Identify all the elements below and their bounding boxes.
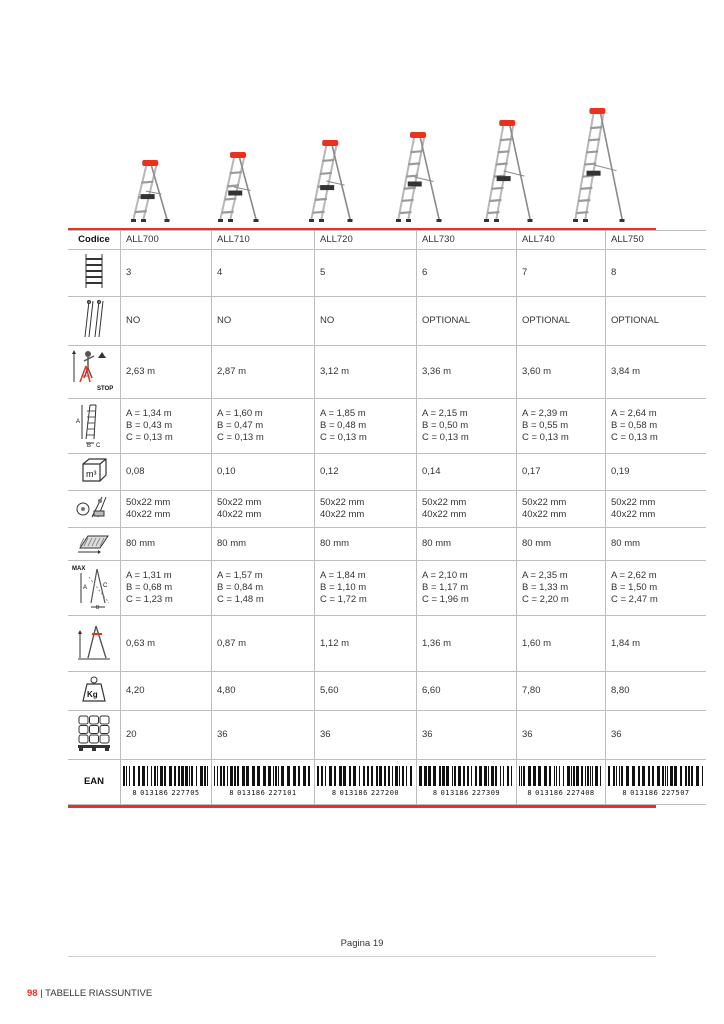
code-cell: ALL700 [121,231,212,250]
value-cell [315,454,417,491]
svg-text:MAX: MAX [72,566,86,572]
page-center-label: Pagina 19 [340,938,384,949]
value-line: A = 2,62 m [611,570,657,581]
value-line: B = 0,68 m [126,582,173,593]
value-cell [417,346,517,399]
barcode [519,766,603,799]
value-cell [606,616,707,672]
value-cell [517,672,606,711]
ean-digits-right: 227101 [268,788,297,797]
page-number: 98 [27,988,38,999]
code-cell: ALL730 [417,231,517,250]
value-line: 50x22 mm [611,497,656,508]
value-line: B = 1,33 m [522,582,569,593]
code-cell: ALL720 [315,231,417,250]
svg-text:A: A [83,585,88,591]
code-cell: ALL740 [517,231,606,250]
barcode-number [622,787,689,799]
value-cell [121,297,212,346]
value-cell [121,250,212,297]
value-line: 8,80 [611,685,630,696]
ladder-image-all720 [306,140,355,224]
code-cell: ALL710 [212,231,315,250]
value-cell [517,250,606,297]
value-cell [212,454,315,491]
value-cell [417,491,517,528]
value-line: 80 mm [611,538,641,549]
ean-digits-right: 227309 [471,788,501,797]
ean-digits-prefix: 8 [132,788,138,797]
ean-digits-prefix: 8 [622,788,628,797]
ean-digits-left: 013186 [535,788,564,797]
value-line: 36 [522,729,533,740]
value-line: A = 2,15 m [422,408,468,419]
svg-text:B: B [87,443,92,447]
value-line: B = 1,10 m [320,582,367,593]
value-line: B = 0,84 m [217,582,264,593]
ean-digits-left: 013186 [630,788,659,797]
value-line: A = 1,85 m [320,408,366,419]
value-line: 0,10 [217,466,236,477]
footer-section [27,988,152,999]
platform-height-icon [68,616,121,672]
value-line: A = 2,10 m [422,570,468,581]
value-line: 50x22 mm [126,497,171,508]
value-line: 4 [217,267,223,278]
value-line: B = 1,17 m [422,582,469,593]
ean-digits-prefix: 8 [229,788,235,797]
value-cell [212,711,315,760]
value-line: C = 1,96 m [422,594,469,605]
value-line: 7,80 [522,685,541,696]
value-cell [417,297,517,346]
value-line: 1,84 m [611,637,641,649]
value-line: B = 0,47 m [217,420,264,431]
ean-label: EAN [68,760,121,805]
value-cell [517,616,606,672]
value-line: A = 2,39 m [522,408,568,419]
ean-digits-right: 227200 [370,788,400,797]
value-line: B = 0,43 m [126,420,173,431]
value-cell [121,399,212,454]
table-bottom-rule [68,805,656,808]
value-cell [212,528,315,561]
value-line: 50x22 mm [320,497,365,508]
table-row [68,672,706,711]
value-line: 36 [320,729,331,740]
value-cell [315,250,417,297]
value-cell [212,346,315,399]
value-line: 40x22 mm [522,509,567,520]
value-line: 0,12 [320,466,339,477]
ean-cell [606,760,707,805]
value-line: 40x22 mm [320,509,365,520]
value-line: A = 1,60 m [217,408,263,419]
footer-separator: | [40,988,43,999]
value-line: B = 1,50 m [611,582,658,593]
value-line: 2,87 m [217,366,247,377]
value-line: 7 [522,267,528,278]
value-line: 20 [126,729,137,740]
ean-cell [517,760,606,805]
value-cell [417,250,517,297]
steps-count-icon [68,250,121,297]
ean-digits-prefix: 8 [432,788,438,797]
value-line: B = 0,58 m [611,420,658,431]
value-cell [121,672,212,711]
value-line: C = 0,13 m [522,432,569,443]
value-cell [121,528,212,561]
value-cell [517,561,606,616]
value-line: 80 mm [217,538,247,549]
value-cell [121,561,212,616]
value-line: 8 [611,267,617,278]
svg-text:C: C [103,583,108,589]
value-cell [417,528,517,561]
value-cell [315,399,417,454]
value-cell [606,711,707,760]
value-line: A = 1,84 m [320,570,366,581]
value-cell [212,250,315,297]
table-row [68,454,706,491]
value-line: 3,84 m [611,366,641,377]
value-cell [121,454,212,491]
value-line: 80 mm [522,538,552,549]
svg-text:STOP: STOP [97,386,114,392]
value-cell [417,616,517,672]
value-line: C = 1,23 m [126,594,173,605]
barcode-number [433,787,500,799]
spec-table [68,230,706,805]
table-row [68,250,706,297]
value-line: C = 2,47 m [611,594,658,605]
barcode [419,766,514,799]
value-line: 1,60 m [522,637,552,649]
profile-section-icon [68,491,121,528]
value-line: 40x22 mm [611,509,656,520]
value-line: 50x22 mm [522,497,567,508]
ean-digits-right: 227705 [171,788,200,797]
value-line: 40x22 mm [422,509,467,520]
barcode-number [332,787,399,799]
barcode-bars [608,766,704,786]
svg-text:B: B [96,605,100,609]
barcode-number [132,787,199,799]
value-line: 3,60 m [522,366,552,377]
value-cell [417,454,517,491]
value-line: NO [320,315,335,326]
value-line: 4,20 [126,685,145,696]
ladder-image-all740 [481,120,535,224]
value-line: A = 1,57 m [217,570,263,581]
codice-label: Codice [68,231,121,250]
value-cell [517,399,606,454]
value-line: C = 0,13 m [126,432,173,443]
weight-kg-icon [68,672,121,711]
value-line: 80 mm [126,538,156,549]
pallet-quantity-icon [68,711,121,760]
value-line: 36 [422,729,433,740]
table-row [68,297,706,346]
value-line: 6 [422,267,428,278]
barcode-number [527,787,594,799]
value-cell [417,711,517,760]
value-line: NO [217,315,232,326]
svg-text:A: A [76,419,81,425]
table-row [68,561,706,616]
value-cell [121,346,212,399]
value-line: B = 0,55 m [522,420,569,431]
table-row [68,399,706,454]
value-line: 1,12 m [320,637,350,649]
ean-digits-left: 013186 [339,788,368,797]
barcode [608,766,704,799]
footer-divider [68,956,656,957]
max-dimensions-icon [68,561,121,616]
barcode-bars [419,766,514,786]
barcode-bars [214,766,312,786]
ean-cell [417,760,517,805]
value-line: A = 2,64 m [611,408,657,419]
table-row [68,711,706,760]
table-row [68,528,706,561]
value-line: 50x22 mm [217,497,262,508]
value-cell [606,528,707,561]
barcode-bars [519,766,603,786]
ean-digits-right: 227507 [661,788,690,797]
svg-text:Kg: Kg [87,690,98,699]
value-cell [606,399,707,454]
value-cell [121,711,212,760]
value-cell [121,491,212,528]
barcode-bars [123,766,209,786]
value-line: C = 1,48 m [217,594,264,605]
value-cell [212,672,315,711]
value-cell [606,491,707,528]
barcode [123,766,209,799]
value-cell [517,454,606,491]
barcode-number [229,787,296,799]
value-cell [606,297,707,346]
ean-digits-prefix: 8 [331,788,337,797]
value-cell [517,491,606,528]
side-rails-icon [68,297,121,346]
value-cell [315,616,417,672]
value-line: C = 0,13 m [320,432,367,443]
value-cell [517,528,606,561]
value-line: 3,12 m [320,366,350,377]
value-line: OPTIONAL [522,315,571,326]
working-height-icon [68,346,121,399]
value-line: 5,60 [320,685,339,696]
header-row [68,231,706,250]
ladder-image-all710 [215,152,261,224]
step-depth-icon [68,528,121,561]
value-cell [517,297,606,346]
barcode-bars [317,766,414,786]
volume-m3-icon [68,454,121,491]
value-line: 0,08 [126,466,145,477]
table-row [68,346,706,399]
value-line: 80 mm [320,538,350,549]
value-line: 6,60 [422,685,441,696]
table-row [68,491,706,528]
value-line: 5 [320,267,326,278]
value-cell [212,297,315,346]
value-cell [315,528,417,561]
ean-digits-left: 013186 [140,788,169,797]
barcode [214,766,312,799]
value-line: 50x22 mm [422,497,467,508]
value-cell [315,346,417,399]
value-cell [606,454,707,491]
value-line: 3 [126,267,132,278]
value-cell [212,491,315,528]
value-cell [606,346,707,399]
value-line: C = 1,72 m [320,594,367,605]
ean-digits-left: 013186 [237,788,266,797]
value-line: 0,14 [422,466,441,477]
value-line: 36 [611,729,622,740]
value-line: A = 1,31 m [126,570,172,581]
value-line: 36 [217,729,228,740]
value-cell [417,672,517,711]
ean-digits-left: 013186 [440,788,469,797]
value-line: NO [126,315,141,326]
code-cell: ALL750 [606,231,707,250]
svg-text:C: C [96,443,101,447]
value-cell [517,346,606,399]
value-line: 1,36 m [422,637,452,649]
value-line: C = 2,20 m [522,594,569,605]
ean-digits-right: 227408 [566,788,595,797]
value-cell [212,616,315,672]
value-cell [315,297,417,346]
ean-cell [121,760,212,805]
value-line: 2,63 m [126,366,156,377]
ean-cell [315,760,417,805]
product-images [68,100,656,228]
value-line: A = 1,34 m [126,408,172,419]
value-cell [417,399,517,454]
value-cell [315,491,417,528]
value-cell [315,672,417,711]
ean-row [68,760,706,805]
value-line: C = 0,13 m [422,432,469,443]
table-row [68,616,706,672]
value-line: 40x22 mm [126,509,171,520]
value-line: 80 mm [422,538,452,549]
value-line: 3,36 m [422,366,452,377]
ladder-image-all700 [128,160,172,224]
value-line: 0,17 [522,466,541,477]
value-line: OPTIONAL [611,315,660,326]
value-cell [606,561,707,616]
section-title: TABELLE RIASSUNTIVE [45,988,153,999]
barcode [317,766,414,799]
value-line: 4,80 [217,685,236,696]
value-line: B = 0,48 m [320,420,367,431]
svg-text:m³: m³ [86,469,97,479]
value-line: 0,19 [611,466,630,477]
ean-cell [212,760,315,805]
value-cell [121,616,212,672]
dimensions-abc-icon [68,399,121,454]
value-line: 40x22 mm [217,509,262,520]
value-cell [517,711,606,760]
value-cell [606,672,707,711]
value-line: C = 0,13 m [611,432,658,443]
value-cell [315,561,417,616]
value-cell [212,399,315,454]
value-line: 0,63 m [126,637,156,649]
ladder-image-all750 [570,108,627,224]
ladder-image-all730 [393,132,444,224]
value-cell [212,561,315,616]
value-line: OPTIONAL [422,315,471,326]
value-line: A = 2,35 m [522,570,568,581]
value-line: B = 0,50 m [422,420,469,431]
value-cell [315,711,417,760]
value-cell [417,561,517,616]
value-line: C = 0,13 m [217,432,264,443]
value-line: 0,87 m [217,637,247,649]
ean-digits-prefix: 8 [527,788,533,797]
value-cell [606,250,707,297]
